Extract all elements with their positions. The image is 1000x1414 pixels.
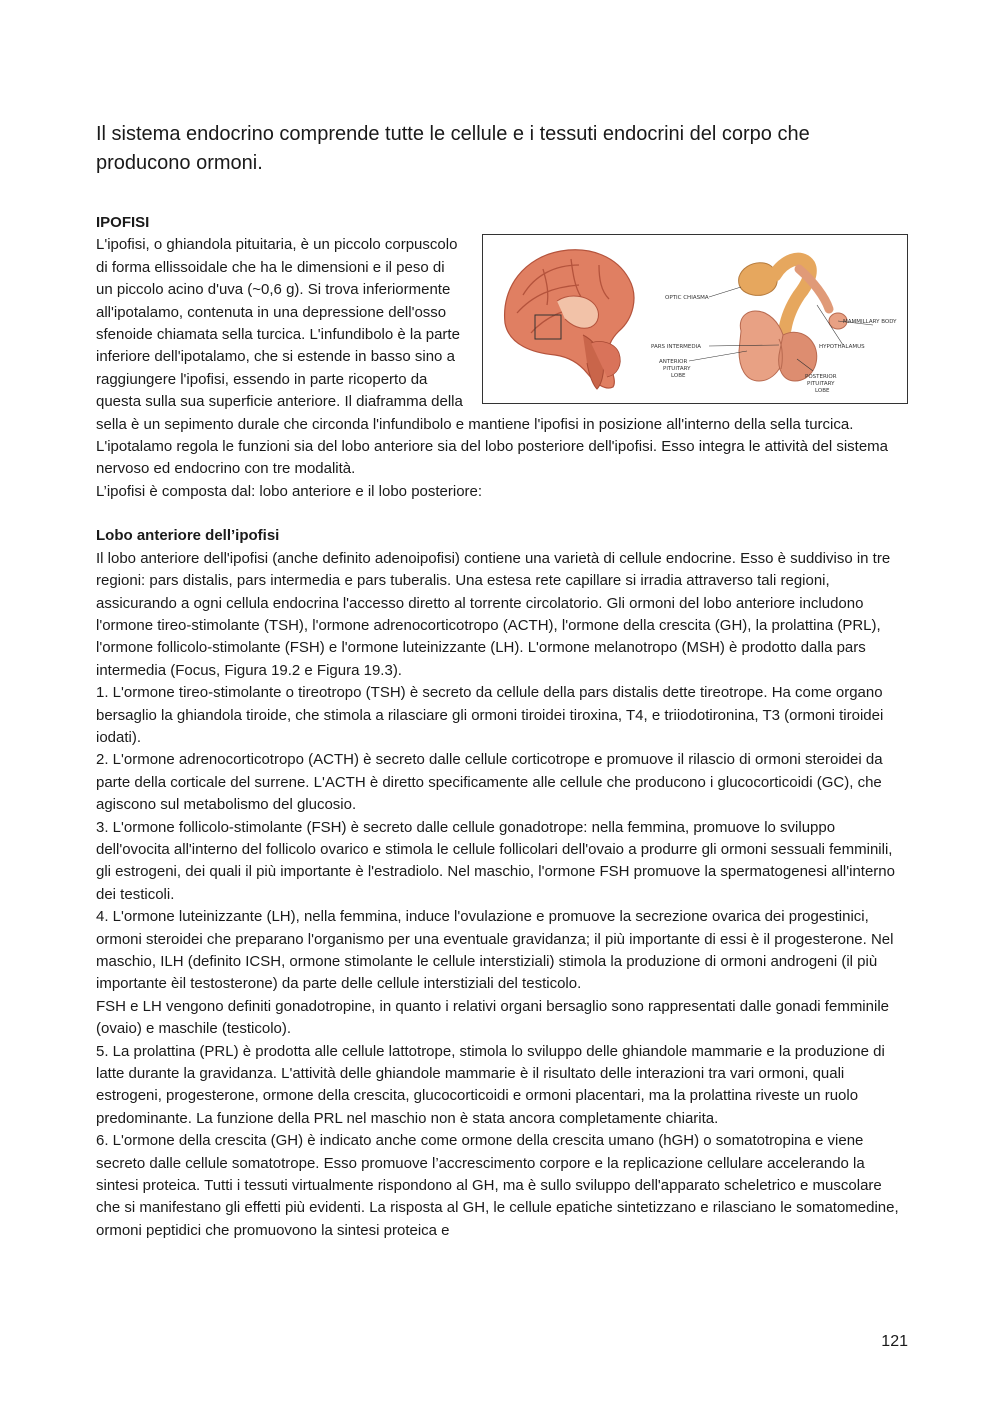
section-title-anterior: Lobo anteriore dell’ipofisi [96,527,280,545]
paragraph: 4. L'ormone luteinizzante (LH), nella femmina, induce l'ovulazione e promuove la secrezione ovarica dei progestinici, ormoni steroidei che preparano l'organismo per una eventuale gravidanza; il più importante di essi è il progesterone. Nel maschio, ILH (definito ICSH, ormone stimolante le cellule interstiziali) stimola la produzione di ormoni androgeni (il più importante èil testosterone) da parte delle cellule interstiziali del testicolo. [96,908,894,993]
spacer [96,503,908,525]
label-posterior-1: POSTERIOR [805,374,837,381]
paragraph: 1. L'ormone tireo-stimolante o tireotropo (TSH) è secreto da cellule della pars distalis dette tireotrope. Ha come organo bersaglio la ghiandola tiroide, che stimola a rilasciare gli ormoni tiroidei tiroxina, T4, e triiodotironina, T3 (ormoni tiroidei iodati). [96,684,884,746]
label-anterior-3: LOBE [671,373,686,380]
label-hypothalamus: HYPOTHALAMUS [819,344,865,351]
label-pars-intermedia: PARS INTERMEDIA [651,344,702,351]
ipofisi-text: L'ipofisi, o ghiandola pituitaria, è un piccolo corpuscolo di forma ellissoidale che ha le dimensioni e il peso di un piccolo acino d'uva (~0,6 g). Si trova inferiormente all'ipotalamo, contenuta in una depressione dell'osso sfenoide chiamata sella turcica. L'infundibolo è la parte inferiore dell'ipotalamo, che si estende in basso sino a raggiungere l'ipofisi, essendo in parte ricoperto da questa sulla sua superficie anteriore. Il diaframma della sella è un sepimento durale che circonda l'infundibolo e mantiene l'ipofisi in posizione all'interno della sella turcica. L'ipotalamo regola le funzioni sia del lobo anteriore sia del lobo posteriore dell'ipofisi. Esso integra le attività del sistema nervoso ed endocrino con tre modalità. [96,236,889,478]
spacer [96,178,908,212]
label-posterior-3: LOBE [815,388,830,395]
paragraph: FSH e LH vengono definiti gonadotropine, in quanto i relativi organi bersaglio sono rappresentati dalle gonadi femminile (ovaio) e maschile (testicolo). [96,997,889,1038]
document-page [96,120,908,1242]
paragraph: 3. L'ormone follicolo-stimolante (FSH) è secreto dalle cellule gonadotrope: nella femmina, promuove lo sviluppo dell'ovocita all'interno del follicolo ovarico e stimola le cellule follicolari dell'ovaio a produrre gli ormoni sessuali femminili, gli estrogeni, dei quali il più importante è l'estradiolo. Nel maschio, l'ormone FSH promuove la spermatogenesi all'interno dei testicoli. [96,818,895,903]
label-posterior-2: PITUITARY [807,381,835,388]
label-optic-chiasma: OPTIC CHIASMA [665,295,709,302]
label-anterior-2: PITUITARY [663,366,691,373]
pituitary-figure [482,234,908,404]
paragraph: 6. L'ormone della crescita (GH) è indicato anche come ormone della crescita umano (hGH) o somatotropina e viene secreto dalle cellule somatotrope. Esso promuove l’accrescimento corpore e la replicazione cellulare accelerando la sintesi proteica. Tutti i tessuti virtualmente rispondono al GH, ma è sullo sviluppo dell'apparato scheletrico e muscolare che si manifestano gli effetti più evidenti. La risposta al GH, le cellule epatiche sintetizzano e rilasciano le somatomedine, ormoni peptidici che promuovono la sintesi proteica e [96,1132,899,1239]
brain-icon [505,250,634,389]
intro-text: Il sistema endocrino comprende tutte le cellule e i tessuti endocrini del corpo che producono ormoni. [96,123,810,174]
paragraph: 5. La prolattina (PRL) è prodotta alle cellule lattotrope, stimola lo sviluppo delle ghiandole mammarie e la produzione di latte durante la gravidanza. L'attività delle ghiandole mammarie è il risultato delle interazioni tra vari ormoni, quali estrogeni, progesterone, ormone della crescita, glucocorticoidi e ormoni placentari, ma la prolattina riveste un ruolo predominante. La funzione della PRL nel maschio non è stata ancora completamente chiarita. [96,1042,885,1127]
paragraph: 2. L'ormone adrenocorticotropo (ACTH) è secreto dalle cellule corticotrope e promuove il rilascio di ormoni steroidei da parte della corticale del surrene. L'ACTH è diretto specificamente alle cellule che producono i glucocorticoidi (GC), che agiscono sul metabolismo del glucosio. [96,751,883,814]
label-mammillary-body: MAMMILLARY BODY [843,319,897,326]
pituitary-illustration [483,235,907,403]
label-anterior-1: ANTERIOR [659,359,688,366]
section-title-ipofisi: IPOFISI [96,214,150,231]
ipofisi-composition: L’ipofisi è composta dal: lobo anteriore e il lobo posteriore: [96,482,483,500]
pituitary-gland-icon [739,260,847,382]
paragraph: Il lobo anteriore dell'ipofisi (anche definito adenoipofisi) contiene una varietà di cellule endocrine. Esso è suddiviso in tre regioni: pars distalis, pars intermedia e pars tuberalis. Una estesa rete capillare si irradia attraverso tali regioni, assicurando a ogni cellula endocrina l'accesso diretto al torrente circolatorio. Gli ormoni del lobo anteriore includono l'ormone tireo-stimolante (TSH), l'ormone adrenocorticotropo (ACTH), l'ormone della crescita (GH), la prolattina (PRL), l'ormone follicolo-stimolante (FSH) e l'ormone luteinizzante (LH). L'ormone melanotropo (MSH) è prodotto dalla pars intermedia (Focus, Figura 19.2 e Figura 19.3). [96,549,891,679]
page-number: 121 [881,1333,908,1350]
